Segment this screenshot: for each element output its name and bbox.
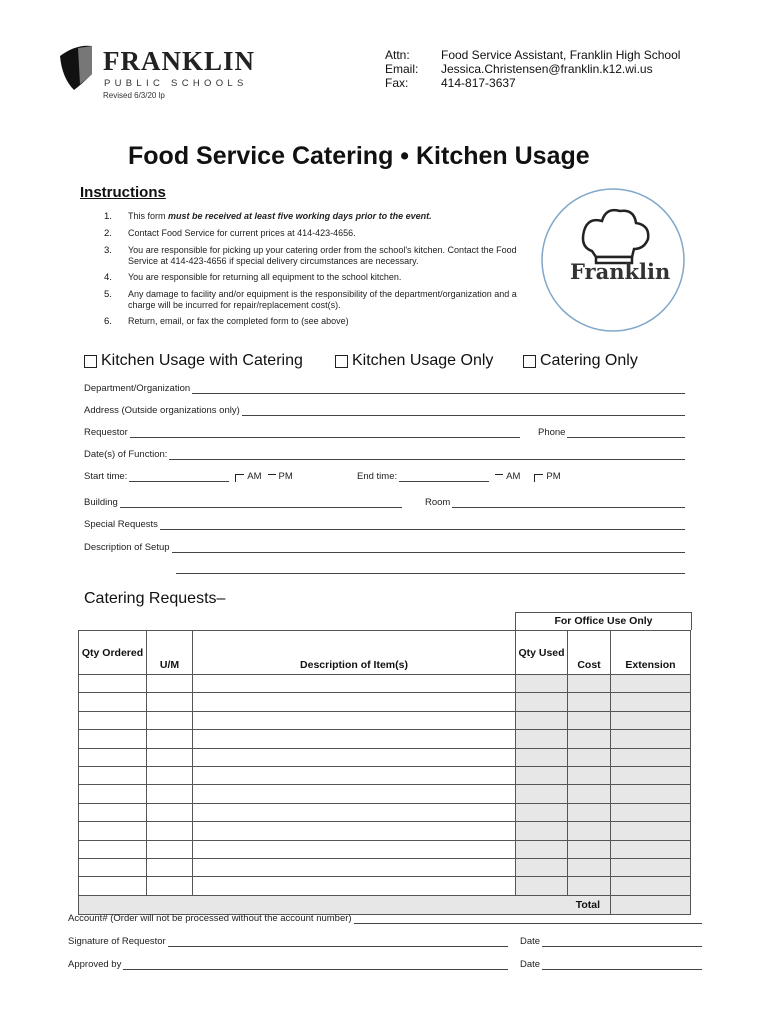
field-label: Approved by	[68, 959, 122, 970]
table-cell[interactable]	[516, 693, 568, 711]
table-cell[interactable]	[147, 803, 193, 821]
total-label: Total	[79, 895, 611, 914]
table-cell[interactable]	[147, 711, 193, 729]
table-cell[interactable]	[147, 858, 193, 876]
table-cell[interactable]	[568, 803, 611, 821]
logo-sub: PUBLIC SCHOOLS	[104, 78, 248, 89]
signature-date-field[interactable]	[520, 936, 702, 947]
room-field[interactable]	[425, 497, 685, 508]
table-row	[79, 858, 691, 876]
instruction-text: Any damage to facility and/or equipment is the responsibility of the department/organization and a charge will be incurred for repair/replacement cost(s).	[128, 289, 517, 310]
instructions-heading: Instructions	[80, 184, 166, 201]
dates-field[interactable]	[84, 449, 685, 460]
table-cell[interactable]	[193, 675, 516, 693]
table-cell[interactable]	[147, 785, 193, 803]
shield-icon	[56, 44, 96, 92]
field-label: Address (Outside organizations only)	[84, 405, 240, 416]
instruction-pre: This form	[128, 211, 169, 221]
option-kitchen-only[interactable]	[335, 352, 493, 370]
instruction-item	[104, 316, 534, 327]
table-cell[interactable]	[568, 785, 611, 803]
table-cell[interactable]	[611, 693, 691, 711]
table-cell[interactable]	[79, 675, 147, 693]
table-cell[interactable]	[611, 858, 691, 876]
field-label: Requestor	[84, 427, 128, 438]
field-label: Start time:	[84, 471, 128, 482]
table-cell[interactable]	[611, 766, 691, 784]
table-cell[interactable]	[147, 748, 193, 766]
approved-date-field[interactable]	[520, 959, 702, 970]
table-cell[interactable]	[79, 693, 147, 711]
am-label: AM	[506, 471, 521, 482]
field-label: Date	[520, 936, 541, 947]
table-cell[interactable]	[147, 877, 193, 895]
table-cell[interactable]	[568, 822, 611, 840]
table-cell[interactable]	[147, 675, 193, 693]
start-time-field[interactable]	[84, 471, 306, 482]
pm-label: PM	[546, 471, 561, 482]
table-header-row	[79, 631, 691, 675]
field-label: Phone	[538, 427, 566, 438]
table-cell[interactable]	[79, 858, 147, 876]
option-kitchen-catering[interactable]	[84, 352, 303, 370]
building-field[interactable]	[84, 497, 402, 508]
instruction-item	[104, 228, 534, 239]
fax-value: 414-817-3637	[441, 76, 516, 90]
table-cell[interactable]	[193, 785, 516, 803]
table-cell[interactable]	[516, 785, 568, 803]
table-cell[interactable]	[147, 840, 193, 858]
instruction-item	[104, 289, 534, 311]
table-cell[interactable]	[193, 858, 516, 876]
table-cell[interactable]	[193, 766, 516, 784]
table-row	[79, 766, 691, 784]
table-cell[interactable]	[611, 730, 691, 748]
table-cell[interactable]	[611, 675, 691, 693]
table-cell[interactable]	[79, 711, 147, 729]
address-field[interactable]	[84, 405, 685, 416]
option-label: Catering Only	[540, 352, 638, 369]
table-cell[interactable]	[147, 822, 193, 840]
field-label: Description of Setup	[84, 542, 170, 553]
instruction-text: You are responsible for picking up your catering order from the school's kitchen. Contact the Food Service at 414-423-4656 if special delivery circumstances are necessary.	[128, 245, 517, 266]
signature-field[interactable]	[68, 936, 508, 947]
department-field[interactable]	[84, 383, 685, 394]
field-label: Signature of Requestor	[68, 936, 166, 947]
table-row	[79, 711, 691, 729]
table-cell[interactable]	[611, 803, 691, 821]
catering-table	[78, 630, 691, 915]
instruction-number: 3.	[104, 245, 112, 256]
badge-line1: Food	[595, 294, 631, 310]
table-cell[interactable]	[79, 730, 147, 748]
requestor-field[interactable]	[84, 427, 520, 438]
table-row	[79, 877, 691, 895]
table-cell[interactable]	[568, 675, 611, 693]
field-label: End time:	[357, 471, 398, 482]
instruction-item	[104, 245, 534, 267]
field-label: Department/Organization	[84, 383, 191, 394]
table-cell[interactable]	[516, 858, 568, 876]
table-cell[interactable]	[568, 877, 611, 895]
table-cell[interactable]	[568, 748, 611, 766]
table-row	[79, 785, 691, 803]
table-cell[interactable]	[568, 858, 611, 876]
table-cell[interactable]	[193, 803, 516, 821]
option-label: Kitchen Usage with Catering	[101, 352, 303, 369]
attn-value: Food Service Assistant, Franklin High School	[441, 48, 681, 62]
total-value[interactable]	[611, 895, 691, 914]
email-label: Email:	[385, 62, 419, 76]
table-cell[interactable]	[568, 840, 611, 858]
checkbox[interactable]	[84, 355, 97, 368]
table-cell[interactable]	[568, 730, 611, 748]
table-row	[79, 730, 691, 748]
attn-label: Attn:	[385, 48, 410, 62]
instruction-number: 1.	[104, 211, 112, 222]
table-cell[interactable]	[611, 748, 691, 766]
table-cell[interactable]	[193, 693, 516, 711]
table-cell[interactable]	[79, 748, 147, 766]
table-cell[interactable]	[516, 675, 568, 693]
table-cell[interactable]	[79, 877, 147, 895]
col-um: U/M	[147, 631, 193, 675]
table-row	[79, 675, 691, 693]
badge-name: Franklin	[570, 259, 671, 284]
table-cell[interactable]	[568, 711, 611, 729]
instruction-text: Contact Food Service for current prices at 414-423-4656.	[128, 228, 356, 238]
badge-line2: Service	[588, 312, 638, 328]
table-cell[interactable]	[611, 711, 691, 729]
col-extension: Extension	[611, 631, 691, 675]
food-service-badge	[540, 187, 686, 333]
table-cell[interactable]	[516, 766, 568, 784]
table-cell[interactable]	[193, 822, 516, 840]
special-requests-field[interactable]	[84, 519, 685, 530]
checkbox[interactable]	[335, 355, 348, 368]
instruction-number: 5.	[104, 289, 112, 300]
total-row	[79, 895, 691, 914]
table-cell[interactable]	[193, 711, 516, 729]
table-row	[79, 822, 691, 840]
table-cell[interactable]	[516, 877, 568, 895]
table-cell[interactable]	[79, 785, 147, 803]
table-row	[79, 693, 691, 711]
revised-note: Revised 6/3/20 lp	[103, 91, 165, 100]
table-cell[interactable]	[611, 840, 691, 858]
checkbox[interactable]	[523, 355, 536, 368]
table-cell[interactable]	[147, 766, 193, 784]
end-time-field[interactable]	[357, 471, 577, 482]
table-cell[interactable]	[79, 840, 147, 858]
table-cell[interactable]	[147, 730, 193, 748]
option-catering-only[interactable]	[523, 352, 638, 370]
table-cell[interactable]	[79, 822, 147, 840]
instruction-item	[104, 211, 534, 222]
field-label: Building	[84, 497, 118, 508]
instruction-number: 2.	[104, 228, 112, 239]
contact-labels	[385, 48, 418, 90]
table-cell[interactable]	[516, 822, 568, 840]
field-label: Date	[520, 959, 541, 970]
table-cell[interactable]	[147, 693, 193, 711]
table-cell[interactable]	[568, 693, 611, 711]
table-cell[interactable]	[611, 877, 691, 895]
col-description: Description of Item(s)	[193, 631, 516, 675]
option-label: Kitchen Usage Only	[352, 352, 494, 369]
table-cell[interactable]	[611, 822, 691, 840]
table-row	[79, 748, 691, 766]
office-use-header: For Office Use Only	[515, 612, 692, 630]
page-title: Food Service Catering • Kitchen Usage	[128, 142, 590, 170]
approved-field[interactable]	[68, 959, 508, 970]
table-cell[interactable]	[516, 840, 568, 858]
col-qty-ordered: Qty Ordered	[79, 631, 147, 675]
email-value: Jessica.Christensen@franklin.k12.wi.us	[441, 62, 653, 76]
table-cell[interactable]	[193, 877, 516, 895]
instructions-list	[104, 211, 534, 333]
col-qty-used: Qty Used	[516, 631, 568, 675]
instruction-text: Return, email, or fax the completed form to (see above)	[128, 316, 349, 326]
table-cell[interactable]	[193, 730, 516, 748]
setup-field-line2[interactable]	[176, 564, 685, 574]
account-field[interactable]	[68, 913, 702, 924]
phone-field[interactable]	[538, 427, 685, 438]
table-cell[interactable]	[79, 766, 147, 784]
field-label: Special Requests	[84, 519, 158, 530]
col-cost: Cost	[568, 631, 611, 675]
instruction-emphasis: must be received at least five working days prior to the event.	[168, 211, 432, 221]
table-row	[79, 803, 691, 821]
instruction-number: 4.	[104, 272, 112, 283]
instruction-item	[104, 272, 534, 283]
catering-heading: Catering Requests–	[84, 590, 226, 607]
instruction-text	[128, 211, 432, 222]
table-cell[interactable]	[516, 803, 568, 821]
pm-label: PM	[278, 471, 293, 482]
instruction-number: 6.	[104, 316, 112, 327]
table-cell[interactable]	[193, 840, 516, 858]
logo-name: FRANKLIN	[103, 46, 256, 76]
am-label: AM	[247, 471, 262, 482]
table-cell[interactable]	[611, 785, 691, 803]
field-label: Account# (Order will not be processed without the account number)	[68, 913, 352, 924]
contact-values	[441, 48, 680, 90]
instruction-text: You are responsible for returning all equipment to the school kitchen.	[128, 272, 402, 282]
table-row	[79, 840, 691, 858]
table-cell[interactable]	[568, 766, 611, 784]
setup-field[interactable]	[84, 542, 685, 553]
table-cell[interactable]	[516, 730, 568, 748]
table-cell[interactable]	[193, 748, 516, 766]
table-cell[interactable]	[516, 748, 568, 766]
field-label: Date(s) of Function:	[84, 449, 168, 460]
table-cell[interactable]	[79, 803, 147, 821]
table-cell[interactable]	[516, 711, 568, 729]
field-label: Room	[425, 497, 451, 508]
fax-label: Fax:	[385, 76, 409, 90]
